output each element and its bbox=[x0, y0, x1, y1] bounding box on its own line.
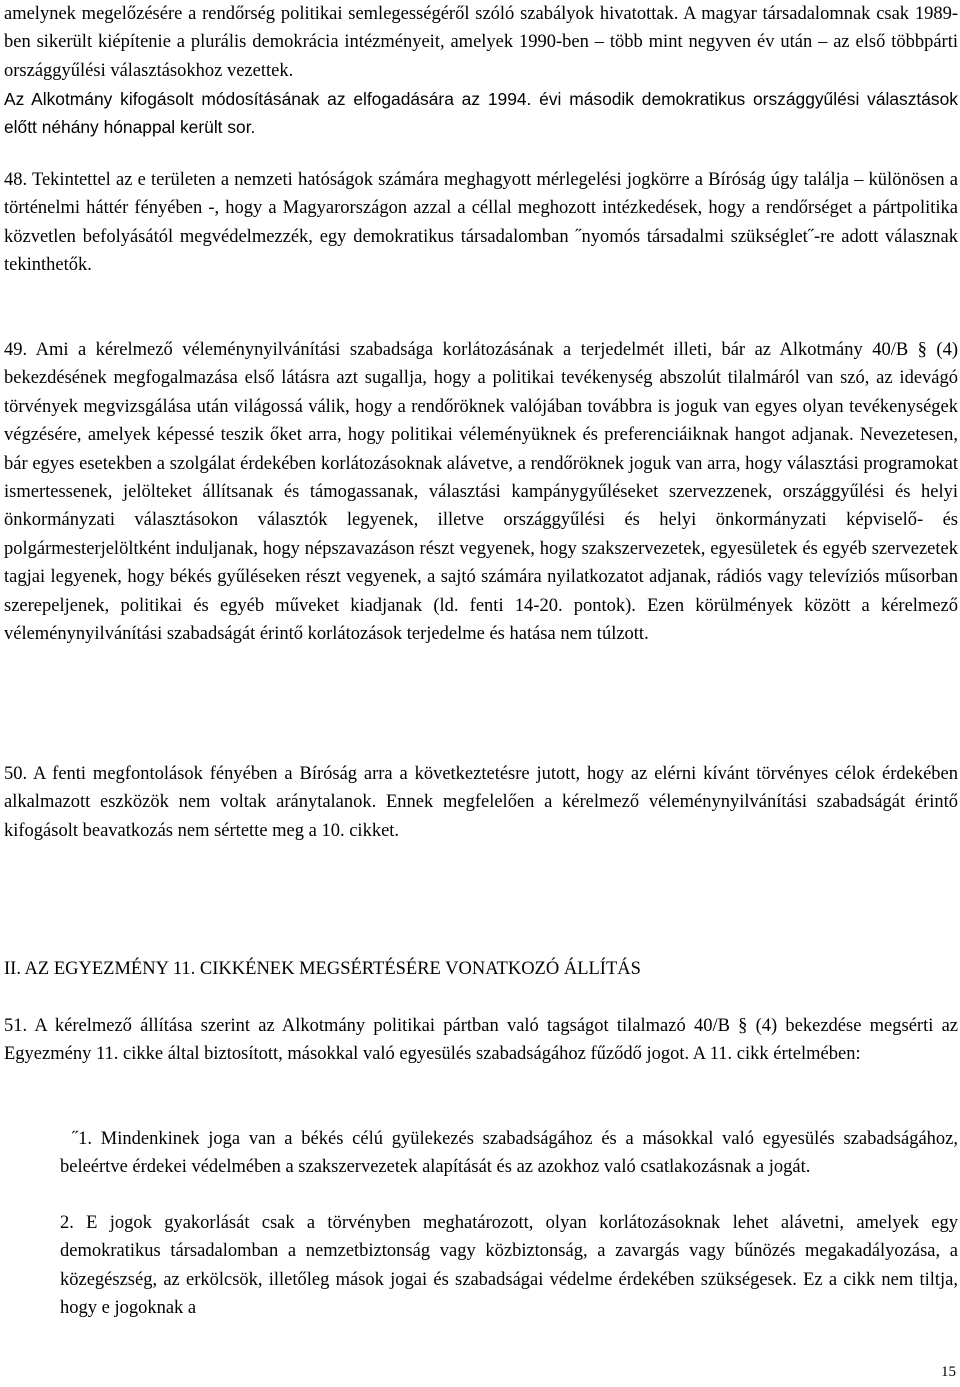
quote-item-1: ˝1. Mindenkinek joga van a békés célú gyülekezés szabadságához és a másokkal való egyesülés szabadságához, beleértve érdekei védelmében a szakszervezetek alapítását és az azokhoz való csatlakozásnak a jogát. bbox=[60, 1129, 958, 1178]
paragraph-49: 49. Ami a kérelmező véleménynyilvánítási szabadsága korlátozásának a terjedelmét illeti, bár az Alkotmány 40/B § (4) bekezdésének megfogalmazása első látásra azt sugallja, hogy a politikai tevékenység abszolút tilalmáról van szó, az idevágó törvények megvizsgálása után világossá válik, hogy a rendőröknek valójában továbbra is joguk van egyes olyan tevékenységek végzésére, amelyek képessé teszik őket arra, hogy politikai véleményüknek és preferenciáiknak hangot adjanak. Nevezetesen, bár egyes esetekben a szolgálat érdekében korlátozásoknak alávetve, a rendőröknek joguk van arra, hogy választási programokat ismertessenek, jelölteket állítsanak és támogassanak, választási kampánygyűléseket szervezzenek, országgyűlési és helyi önkormányzati választásokon választók legyenek, illetve országgyűlési és helyi önkormányzati képviselő- és polgármesterjelöltként induljanak, hogy népszavazáson részt vegyenek, hogy szakszervezetek, egyesületek és egyéb szervezetek tagjai legyenek, hogy békés gyűléseken részt vegyenek, a sajtó számára nyilatkozatot adjanak, rádiós vagy televíziós műsorban szerepeljenek, politikai és egyéb műveket kiadjanak (ld. fenti 14-20. pontok). Ezen körülmények között a kérelmező véleménynyilvánítási szabadságát érintő korlátozások terjedelme és hatása nem túlzott. bbox=[4, 340, 958, 645]
section-heading: II. AZ EGYEZMÉNY 11. CIKKÉNEK MEGSÉRTÉSÉRE VONATKOZÓ ÁLLÍTÁS bbox=[4, 959, 641, 979]
paragraph-50: 50. A fenti megfontolások fényében a Bíróság arra a következtetésre jutott, hogy az elérni kívánt törvényes célok érdekében alkalmazott eszközök nem voltak aránytalanok. Ennek megfelelően a kérelmező véleménynyilvánítási szabadságát érintő kifogásolt beavatkozás nem sértette meg a 10. cikket. bbox=[4, 764, 958, 841]
paragraph-48: 48. Tekintettel az e területen a nemzeti hatóságok számára meghagyott mérlegelési jogkörre a Bíróság úgy találja – különösen a történelmi háttér fényében -, hogy a Magyarországon azzal a céllal meghozott intézkedések, hogy a rendőrséget a pártpolitika közvetlen befolyásától megvédelmezzék, egy demokratikus társadalomban ˝nyomós társadalmi szükséglet˝-re adott válasznak tekinthetők. bbox=[4, 170, 958, 276]
page-number: 15 bbox=[941, 1364, 956, 1380]
quote-item-2: 2. E jogok gyakorlását csak a törvényben meghatározott, olyan korlátozásoknak lehet alávetni, amelyek egy demokratikus társadalomban a nemzetbiztonság vagy közbiztonság, a zavargás vagy bűnözés megakadályozása, a közegészség, az erkölcsök, illetőleg mások jogai és szabadságai védelme érdekében szükségesek. Ez a cikk nem tiltja, hogy e jogoknak a bbox=[60, 1213, 958, 1319]
paragraph-51: 51. A kérelmező állítása szerint az Alkotmány politikai pártban való tagságot tilalmazó 40/B § (4) bekezdése megsérti az Egyezmény 11. cikke által biztosított, másokkal való egyesülés szabadságához fűződő jogot. A 11. cikk értelmében: bbox=[4, 1016, 958, 1065]
paragraph-47-sans: Az Alkotmány kifogásolt módosításának az elfogadására az 1994. évi második demokratikus országgyűlési választások előtt néhány hónappal került sor. bbox=[4, 89, 958, 138]
paragraph-47-end: amelynek megelőzésére a rendőrség politikai semlegességéről szóló szabályok hivatottak. A magyar társadalomnak csak 1989-ben sikerült kiépítenie a plurális demokrácia intézményeit, amelyek 1990-ben – több mint negyven év után – az első többpárti országgyűlési választásokhoz vezettek. bbox=[4, 4, 958, 81]
